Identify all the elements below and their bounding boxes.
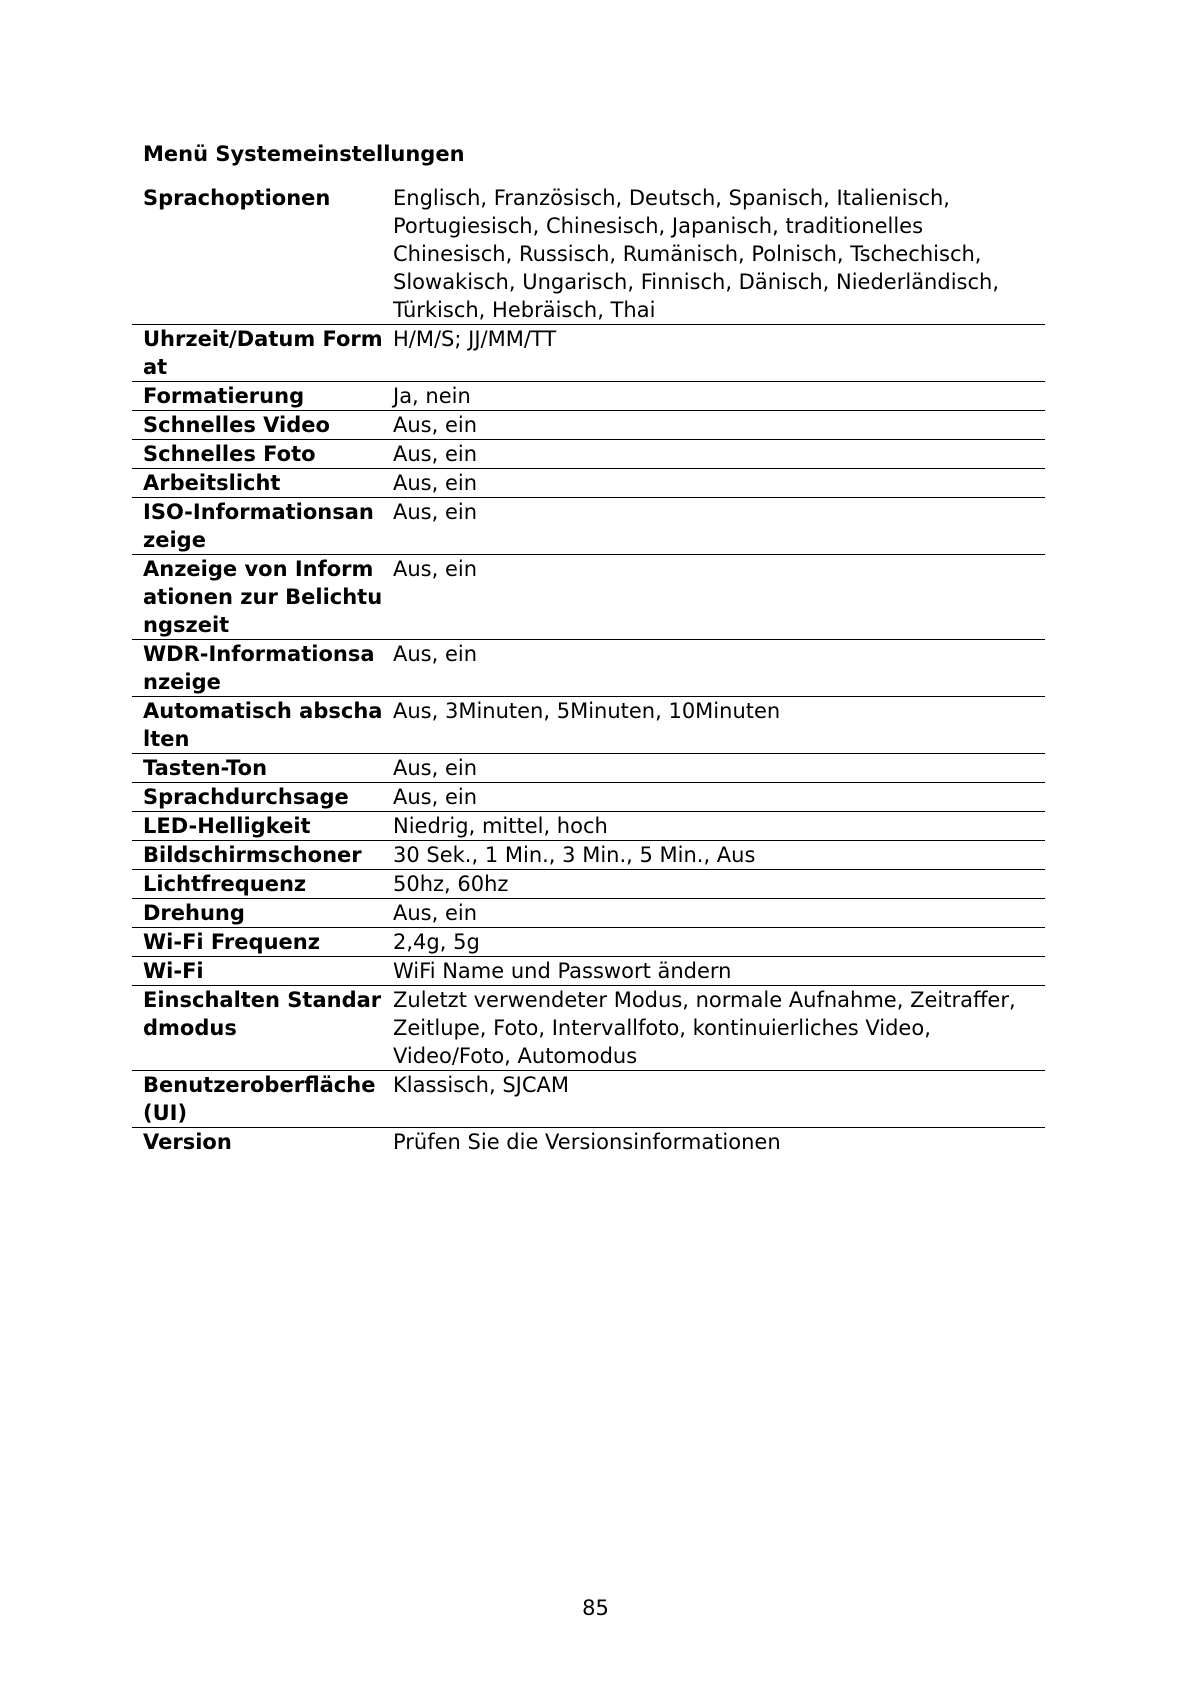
setting-name: Wi-Fi Frequenz — [143, 930, 320, 954]
setting-options: Zuletzt verwendeter Modus, normale Aufnahme, Zeitraffer, Zeitlupe, Foto, Intervallfoto, kontinuierliches Video, Video/Foto, Automodus — [393, 988, 1016, 1068]
page-number: 85 — [582, 1596, 609, 1620]
setting-options: Aus, ein — [393, 500, 478, 524]
table-row — [132, 754, 1045, 783]
setting-name: Formatierung — [143, 384, 305, 408]
table-row — [132, 986, 1045, 1071]
setting-name: Version — [143, 1130, 232, 1154]
table-row — [132, 382, 1045, 411]
setting-options: Niedrig, mittel, hoch — [393, 814, 608, 838]
setting-name: Sprachoptionen — [143, 186, 331, 210]
table-row — [132, 1128, 1045, 1157]
setting-name: Tasten-Ton — [143, 756, 268, 780]
table-row — [132, 697, 1045, 754]
setting-name: Automatisch abschalten — [143, 699, 383, 751]
setting-options: Aus, ein — [393, 471, 478, 495]
table-row — [132, 411, 1045, 440]
table-row — [132, 498, 1045, 555]
setting-options: Aus, ein — [393, 901, 478, 925]
setting-options: 2,4g, 5g — [393, 930, 480, 954]
setting-name: Arbeitslicht — [143, 471, 281, 495]
setting-options: H/M/S; JJ/MM/TT — [393, 327, 557, 351]
setting-options: Englisch, Französisch, Deutsch, Spanisch, Italienisch, Portugiesisch, Chinesisch, Japanisch, traditionelles Chinesisch, Russisch, Rumänisch, Polnisch, Tschechisch, Slowakisch, Ungarisch, Finnisch, Dänisch, Niederländisch, Türkisch, Hebräisch, Thai — [393, 186, 1000, 322]
setting-options: Aus, ein — [393, 413, 478, 437]
table-row — [132, 870, 1045, 899]
setting-name: Schnelles Foto — [143, 442, 316, 466]
table-row — [132, 325, 1045, 382]
setting-options: Prüfen Sie die Versionsinformationen — [393, 1130, 781, 1154]
table-row — [132, 469, 1045, 498]
table-row — [132, 841, 1045, 870]
table-row — [132, 928, 1045, 957]
setting-name: Benutzeroberfläche (UI) — [143, 1073, 376, 1125]
table-row — [132, 957, 1045, 986]
table-row — [132, 783, 1045, 812]
setting-options: 50hz, 60hz — [393, 872, 509, 896]
setting-options: Aus, ein — [393, 642, 478, 666]
setting-options: Aus, ein — [393, 557, 478, 581]
setting-name: LED-Helligkeit — [143, 814, 311, 838]
setting-options: Aus, ein — [393, 756, 478, 780]
setting-options: WiFi Name und Passwort ändern — [393, 959, 732, 983]
setting-name: Drehung — [143, 901, 245, 925]
setting-options: Aus, ein — [393, 785, 478, 809]
table-row — [132, 184, 1045, 325]
setting-name: Bildschirmschoner — [143, 843, 362, 867]
setting-name: ISO-Informationsanzeige — [143, 500, 374, 552]
page-title: Menü Systemeinstellungen — [143, 142, 465, 166]
table-row — [132, 440, 1045, 469]
setting-options: Ja, nein — [393, 384, 471, 408]
setting-options: Aus, 3Minuten, 5Minuten, 10Minuten — [393, 699, 781, 723]
setting-name: WDR-Informationsanzeige — [143, 642, 375, 694]
setting-name: Schnelles Video — [143, 413, 330, 437]
table-row — [132, 899, 1045, 928]
setting-name: Einschalten Standardmodus — [143, 988, 382, 1040]
setting-name: Sprachdurchsage — [143, 785, 349, 809]
setting-options: Klassisch, SJCAM — [393, 1073, 570, 1097]
table-row — [132, 555, 1045, 640]
settings-table — [132, 184, 1045, 1156]
table-row — [132, 812, 1045, 841]
setting-name: Wi-Fi — [143, 959, 204, 983]
setting-options: Aus, ein — [393, 442, 478, 466]
setting-name: Lichtfrequenz — [143, 872, 307, 896]
setting-options: 30 Sek., 1 Min., 3 Min., 5 Min., Aus — [393, 843, 756, 867]
setting-name: Anzeige von Informationen zur Belichtungszeit — [143, 557, 383, 637]
table-row — [132, 640, 1045, 697]
setting-name: Uhrzeit/Datum Format — [143, 327, 383, 379]
table-row — [132, 1071, 1045, 1128]
